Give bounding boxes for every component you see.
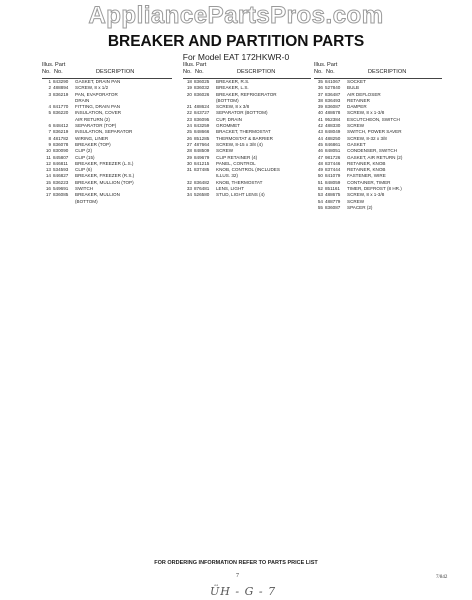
- part-no-header: No.: [54, 69, 63, 75]
- column-header: [183, 62, 311, 79]
- header-rule: [183, 78, 311, 79]
- part-number: 849679: [194, 154, 210, 160]
- description: SOCKET: [347, 79, 366, 84]
- description: BREAKER, FREEZER (R.S.): [75, 173, 135, 179]
- illus-part-header: Illus. Part: [42, 62, 66, 68]
- illus-no: 9: [48, 141, 51, 147]
- part-number: 488894: [53, 85, 69, 91]
- description: PANEL, CONTROL: [216, 160, 256, 166]
- no-header: No.: [183, 69, 192, 75]
- description: SEPARATOR (TOP): [75, 123, 117, 129]
- illus-no: 33: [186, 186, 192, 192]
- column-header: [42, 62, 172, 79]
- illus-no: 27: [186, 141, 192, 147]
- part-number: 527840: [325, 85, 341, 91]
- part-number: 846827: [53, 173, 69, 179]
- illus-no: 23: [186, 116, 192, 122]
- illus-no: 26: [186, 135, 192, 141]
- description: LENS, LIGHT: [216, 186, 245, 192]
- table-row: [314, 205, 442, 211]
- parts-column-2: [183, 62, 311, 199]
- description: CONDENSER, SWITCH: [347, 148, 398, 154]
- part-number: 488678: [325, 110, 341, 116]
- table-row: [183, 192, 311, 198]
- description: RETAINER, KNOB: [347, 160, 386, 166]
- description: STUD, LIGHT LENS (4): [216, 192, 265, 198]
- part-number: 837444: [325, 167, 341, 173]
- description: (BOTTOM): [216, 97, 239, 103]
- illus-no: 10: [45, 148, 51, 154]
- parts-rows: [183, 79, 311, 199]
- description: CONTAINER, TIMER: [347, 179, 391, 185]
- description: GASKET, DRAIN PAN: [75, 79, 121, 84]
- part-number: 952384: [325, 116, 341, 122]
- description: INSULATION, SEPARATOR: [75, 129, 133, 135]
- part-number: 487664: [194, 141, 210, 147]
- no-header: No.: [42, 69, 51, 75]
- part-number: 843259: [194, 123, 210, 129]
- illus-no: 45: [317, 141, 323, 147]
- page-number: 7: [236, 573, 239, 579]
- description: AIR RETURN (2): [75, 116, 110, 122]
- illus-no: 34: [186, 192, 192, 198]
- description: SCREW: [216, 148, 234, 154]
- illus-no: 49: [317, 167, 323, 173]
- illus-no: 50: [317, 173, 323, 179]
- illus-no: 19: [186, 85, 192, 91]
- column-header: [314, 62, 442, 79]
- no-header: No.: [314, 69, 323, 75]
- illus-no: 43: [317, 129, 323, 135]
- parts-rows: [42, 79, 172, 205]
- illus-no: 52: [317, 186, 323, 192]
- description: TIMER, DEFROST (8 HR.): [347, 186, 402, 192]
- illus-no: 5: [48, 110, 51, 116]
- illus-no: 24: [186, 123, 192, 129]
- description: SEPARATOR (BOTTOM): [216, 110, 268, 116]
- part-number: 836482: [194, 179, 210, 185]
- part-number: 876481: [194, 186, 210, 192]
- illus-no: 6: [48, 123, 51, 129]
- illus-no: 55: [317, 204, 323, 210]
- description: CLIP RETAINER (4): [216, 154, 258, 160]
- description: BREAKER, R.S.: [216, 79, 250, 84]
- description-header: DESCRIPTION: [237, 69, 276, 75]
- illus-no: 7: [48, 129, 51, 135]
- illus-no: 47: [317, 154, 323, 160]
- ordering-info-footer: FOR ORDERING INFORMATION REFER TO PARTS PRICE LIST: [154, 560, 318, 566]
- illus-no: 20: [186, 91, 192, 97]
- illus-no: 53: [317, 192, 323, 198]
- part-number: 851285: [194, 135, 210, 141]
- illus-no: 21: [186, 104, 192, 110]
- description: BRACKET, THERMOSTAT: [216, 129, 271, 135]
- description: ESCUTCHEON, SWITCH: [347, 116, 400, 122]
- part-number: 836220: [53, 110, 69, 116]
- description: KNOB, THERMOSTAT: [216, 179, 263, 185]
- part-number: 848412: [53, 123, 69, 129]
- header-rule: [42, 78, 172, 79]
- description-header: DESCRIPTION: [368, 69, 407, 75]
- part-number: 488675: [325, 192, 341, 198]
- description: SCREW, 8-15 x 3/8 (4): [216, 141, 263, 147]
- description: DAMPER: [347, 104, 367, 110]
- description: BREAKER, REFRIGERATOR: [216, 91, 277, 97]
- part-number: 981726: [325, 154, 341, 160]
- table-row: [42, 199, 172, 205]
- page-title: BREAKER AND PARTITION PARTS: [107, 33, 365, 50]
- part-number: 836078: [53, 141, 69, 147]
- part-number: 488624: [194, 104, 210, 110]
- description: SWITCH, POWER SAVER: [347, 129, 402, 135]
- part-number: 836032: [194, 85, 210, 91]
- description: CLIP (15): [75, 154, 95, 160]
- part-number: 549691: [53, 186, 69, 192]
- description: SCREW, 8 x 3/8: [216, 104, 250, 110]
- part-number: 843727: [194, 110, 210, 116]
- description: RETAINER, KNOB: [347, 167, 386, 173]
- description: ILLUS. 32): [216, 173, 238, 179]
- description: FITTING, DRAIN PAN: [75, 104, 121, 110]
- description: THERMOSTAT & BARRIER: [216, 135, 273, 141]
- illus-no: 37: [317, 91, 323, 97]
- watermark: AppliancePartsPros.com: [88, 2, 384, 29]
- handwritten-note: ÜH - G - 7: [210, 585, 277, 598]
- illus-no: 16: [45, 186, 51, 192]
- parts-rows: [314, 79, 442, 211]
- illus-no: 35: [317, 79, 323, 84]
- part-number: 836487: [325, 91, 341, 97]
- part-number: 836087: [325, 104, 341, 110]
- part-number: 836095: [194, 116, 210, 122]
- part-number: 830090: [53, 148, 69, 154]
- part-no-header: No.: [195, 69, 204, 75]
- illus-no: 54: [317, 198, 323, 204]
- part-number: 837446: [325, 160, 341, 166]
- illus-no: 8: [48, 135, 51, 141]
- illus-no: 28: [186, 148, 192, 154]
- description: SCREW, 8 x 1/2: [75, 85, 109, 91]
- illus-no: 22: [186, 110, 192, 116]
- part-number: 836087: [325, 204, 341, 210]
- illus-no: 1: [48, 79, 51, 84]
- illus-no: 13: [45, 167, 51, 173]
- illus-no: 39: [317, 104, 323, 110]
- description: BREAKER, MULLION (TOP): [75, 179, 134, 185]
- part-number: 841770: [53, 104, 69, 110]
- part-number: 848509: [194, 148, 210, 154]
- illus-no: 32: [186, 179, 192, 185]
- description-header: DESCRIPTION: [96, 69, 135, 75]
- illus-no: 46: [317, 148, 323, 154]
- part-number: [53, 199, 75, 205]
- illus-no: 38: [317, 97, 323, 103]
- description: GASKET: [347, 141, 366, 147]
- illus-no: 36: [317, 85, 323, 91]
- illus-no: 3: [48, 91, 51, 97]
- part-number: 836223: [53, 179, 69, 185]
- part-number: 841067: [325, 79, 341, 84]
- description: GROMMET: [216, 123, 240, 129]
- illus-no: 48: [317, 160, 323, 166]
- part-number: 848059: [325, 179, 341, 185]
- illus-no: 40: [317, 110, 323, 116]
- part-number: 836026: [194, 91, 210, 97]
- part-number: 836219: [53, 91, 69, 97]
- part-number: 836219: [53, 129, 69, 135]
- model-subtitle: For Model EAT 172HKWR-0: [182, 52, 290, 62]
- illus-no: 15: [45, 179, 51, 185]
- description: BREAKER, FREEZER (L.S.): [75, 160, 134, 166]
- part-number: 848666: [194, 129, 210, 135]
- part-number: 837485: [194, 167, 210, 173]
- description: BREAKER, L.S.: [216, 85, 249, 91]
- description: SPACER (2): [347, 204, 373, 210]
- description: PAN, EVAPORATOR: [75, 91, 118, 97]
- illus-no: [42, 199, 53, 205]
- description: CLIP (6): [75, 167, 93, 173]
- part-number: 526580: [194, 192, 210, 198]
- part-number: 846811: [53, 160, 68, 166]
- header-rule: [314, 78, 442, 79]
- description: SCREW, 8-32 x 3/8: [347, 135, 387, 141]
- illus-no: 41: [317, 116, 323, 122]
- illus-no: 44: [317, 135, 323, 141]
- part-number: 534593: [53, 167, 69, 173]
- part-number: 488330: [325, 123, 341, 129]
- illus-no: 11: [46, 154, 51, 160]
- part-number: 836085: [53, 192, 69, 198]
- illus-part-header: Illus. Part: [314, 62, 338, 68]
- part-number: 843290: [53, 79, 69, 84]
- description: CLIP (2): [75, 148, 93, 154]
- description: CUP, DRAIN: [216, 116, 242, 122]
- part-no-header: No.: [326, 69, 335, 75]
- description: BREAKER, MULLION: [75, 192, 120, 198]
- description: BREAKER (TOP): [75, 141, 111, 147]
- description: KNOB, CONTROL (INCLUDES: [216, 167, 280, 173]
- description: SCREW: [347, 123, 365, 129]
- description: (BOTTOM): [75, 198, 98, 204]
- document-code: 7/842: [436, 575, 448, 580]
- description: SCREW: [347, 198, 365, 204]
- illus-no: 29: [186, 154, 192, 160]
- part-number: 836025: [194, 79, 210, 84]
- illus-no: 2: [48, 85, 51, 91]
- parts-column-1: [42, 62, 172, 205]
- part-number: 848051: [325, 148, 341, 154]
- description: SCREW, 8 x 1-3/8: [347, 192, 385, 198]
- part-number: 851161: [325, 186, 340, 192]
- illus-no: 14: [45, 173, 51, 179]
- part-number: 841079: [325, 173, 341, 179]
- illus-no: 42: [317, 123, 323, 129]
- description: INSULATION, COVER: [75, 110, 122, 116]
- illus-no: 17: [45, 192, 51, 198]
- part-number: 848049: [325, 129, 341, 135]
- part-number: 488250: [325, 135, 341, 141]
- illus-no: 25: [186, 129, 192, 135]
- illus-no: 51: [317, 179, 323, 185]
- part-number: 836493: [325, 97, 341, 103]
- part-number: 481782: [53, 135, 69, 141]
- part-number: 846861: [325, 141, 341, 147]
- description: SCREW, 8 x 1-3/8: [347, 110, 385, 116]
- description: DRAIN: [75, 97, 90, 103]
- description: GASKET, AIR RETURN (2): [347, 154, 403, 160]
- description: SWITCH: [75, 186, 94, 192]
- illus-no: 12: [45, 160, 51, 166]
- parts-column-3: [314, 62, 442, 211]
- part-number: 845807: [53, 154, 69, 160]
- description: AIR DEFLOSER: [347, 91, 381, 97]
- illus-no: 4: [48, 104, 51, 110]
- illus-no: 31: [186, 167, 192, 173]
- illus-part-header: Illus. Part: [183, 62, 207, 68]
- part-number: 488779: [325, 198, 341, 204]
- illus-no: 18: [186, 79, 192, 84]
- illus-no: 30: [186, 160, 192, 166]
- description: WIRING, LINER: [75, 135, 109, 141]
- description: BULB: [347, 85, 360, 91]
- description: RETAINER: [347, 97, 370, 103]
- description: FASTENER, WIRE: [347, 173, 386, 179]
- part-number: 841215: [194, 160, 210, 166]
